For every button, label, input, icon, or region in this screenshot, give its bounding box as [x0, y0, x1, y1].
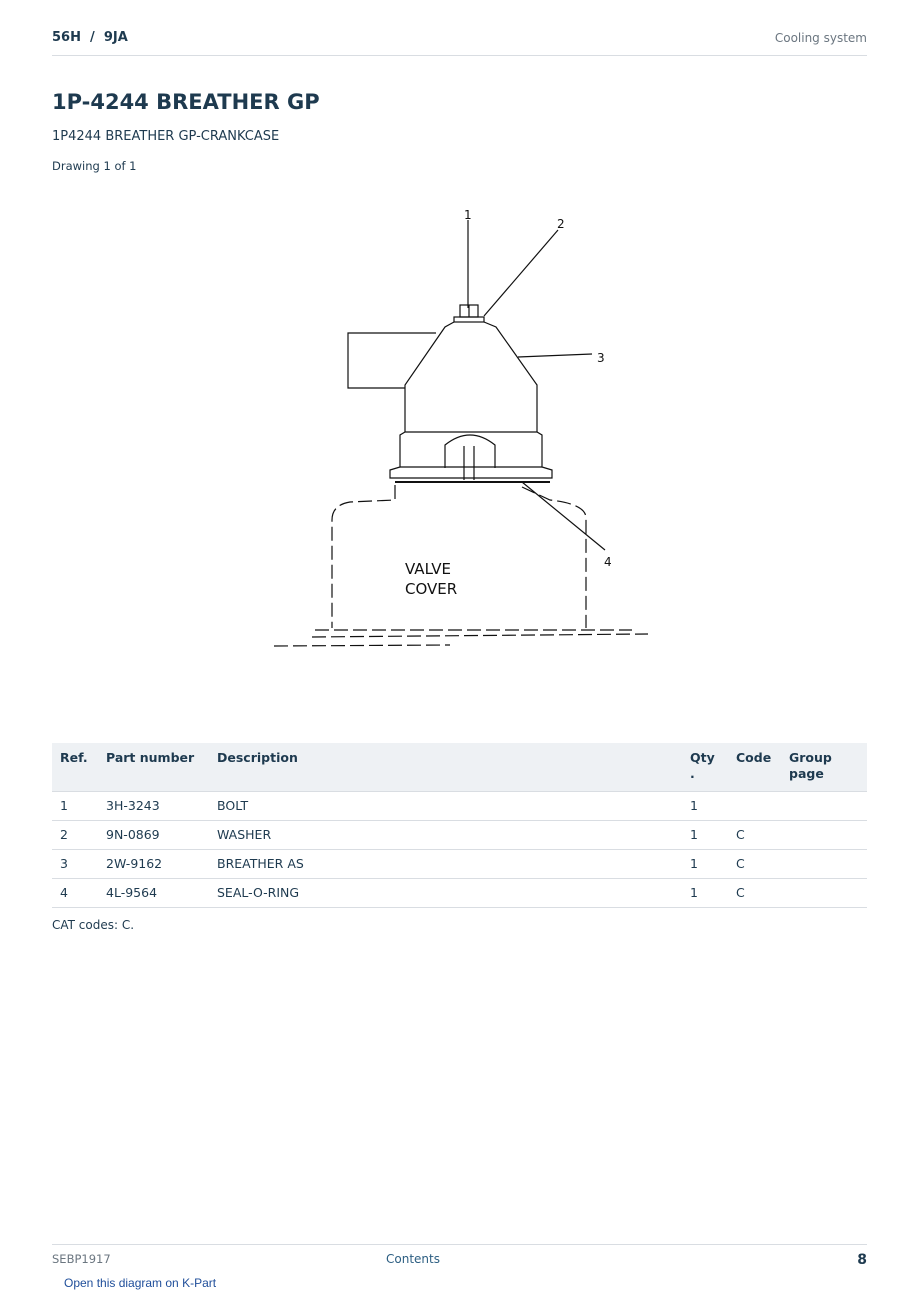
parts-table [52, 743, 867, 908]
cell-part-number: 3H-3243 [98, 792, 209, 821]
cell-code: C [728, 879, 781, 908]
callout-1: 1 [464, 208, 472, 222]
page-number: 8 [857, 1252, 867, 1268]
cell-group-page [781, 792, 867, 821]
cell-part-number: 2W-9162 [98, 850, 209, 879]
cell-group-page [781, 879, 867, 908]
col-group-page: Group page [781, 743, 867, 792]
cell-part-number: 4L-9564 [98, 879, 209, 908]
col-code: Code [728, 743, 781, 792]
breather-cap [405, 322, 537, 432]
diagram-label-cover: COVER [405, 580, 458, 598]
footer-divider [52, 1244, 867, 1245]
cell-qty: 1 [682, 850, 728, 879]
callout-3: 3 [597, 351, 605, 365]
page-title: 1P-4244 BREATHER GP [52, 90, 320, 114]
cell-code: C [728, 821, 781, 850]
open-kpart-link[interactable]: Open this diagram on K-Part [64, 1276, 217, 1290]
model-label: 56H / 9JA [52, 30, 128, 45]
cell-part-number: 9N-0869 [98, 821, 209, 850]
section-label: Cooling system [774, 31, 867, 45]
cell-ref: 3 [52, 850, 98, 879]
breather-drawing [260, 200, 660, 700]
cell-ref: 4 [52, 879, 98, 908]
leader-line-3 [518, 354, 592, 357]
valve-cover-outline [274, 485, 648, 646]
cell-description: BOLT [209, 792, 682, 821]
table-row [52, 821, 867, 850]
cell-description: SEAL-O-RING [209, 879, 682, 908]
washer [454, 317, 484, 322]
cell-qty: 1 [682, 821, 728, 850]
cell-group-page [781, 821, 867, 850]
callout-4: 4 [604, 555, 612, 569]
page-header [52, 28, 867, 56]
breather-base [390, 432, 552, 478]
callout-2: 2 [557, 217, 565, 231]
cell-code [728, 792, 781, 821]
cell-description: WASHER [209, 821, 682, 850]
cell-qty: 1 [682, 879, 728, 908]
breather-stem [445, 435, 495, 468]
table-row [52, 879, 867, 908]
col-description: Description [209, 743, 682, 792]
diagram-label-valve: VALVE [405, 560, 452, 578]
contents-link[interactable]: Contents [386, 1252, 440, 1266]
col-ref: Ref. [52, 743, 98, 792]
table-header-row [52, 743, 867, 792]
page-subtitle: 1P4244 BREATHER GP-CRANKCASE [52, 129, 280, 144]
table-row [52, 850, 867, 879]
col-qty: Qty . [682, 743, 728, 792]
parts-diagram [260, 200, 660, 700]
cell-code: C [728, 850, 781, 879]
document-code: SEBP1917 [52, 1252, 111, 1266]
cell-description: BREATHER AS [209, 850, 682, 879]
breather-outlet [348, 333, 436, 388]
col-part-number: Part number [98, 743, 209, 792]
cell-ref: 2 [52, 821, 98, 850]
drawing-count: Drawing 1 of 1 [52, 159, 137, 173]
cell-group-page [781, 850, 867, 879]
table-row [52, 792, 867, 821]
cell-ref: 1 [52, 792, 98, 821]
cell-qty: 1 [682, 792, 728, 821]
cat-codes-note: CAT codes: C. [52, 918, 135, 932]
leader-line-2 [484, 230, 558, 316]
